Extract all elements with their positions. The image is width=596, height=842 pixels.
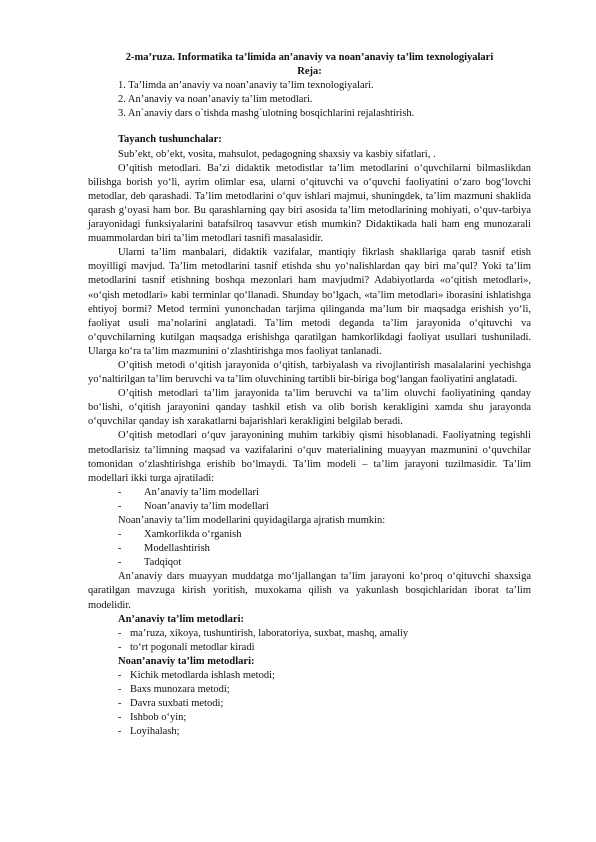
plan-list	[88, 79, 531, 121]
paragraph: O’qitish metodlari o‘quv jarayonining muhim tarkibiy qismi hisoblanadi. Faoliyatning tegishli metodlarisiz ta’limning maqsad va vazifalarini o‘quv materialining muayyan mazmunini o‘quvchilar tomonidan o‘zlashtirishga erishib bo‘lmaydi. Ta’lim modeli – ta’lim jarayoni tuzilmasidir. Ta’lim modellari ikki turga ajratiladi:	[88, 430, 531, 484]
document-page	[88, 51, 531, 740]
list-item: - Loyihalash;	[118, 726, 180, 738]
key-concepts-text: Sub’ekt, ob’ekt, vosita, mahsulot, pedagogning shaxsiy va kasbiy sifatlari, .	[118, 148, 436, 160]
plan-item: 3. An`anaviy dars o`tishda mashg`ulotning bosqichlarini rejalashtirish.	[118, 108, 415, 120]
list-item: - Baxs munozara metodi;	[118, 684, 230, 696]
paragraph: Ularni ta’lim manbalari, didaktik vazifalar, mantiqiy fikrlash shakllariga qarab tasnif etish moyilligi mavjud. Ta’lim metodlarini tasnif etishda shu yo‘nalishlardan qay biri ma’qul? Yoki ta’lim metodlarini tasnif etishning boshqa mezonlari ham mavjudmi? Adabiyotlarda «o‘qitish metodlari», «o‘qish metodlari» kabi terminlar qo‘llanadi. Shunday bo‘lgach, «ta’lim metodlari» iborasini ishlatishga ehtiyoj bormi? Metod termini yunonchadan tarjima qilinganda ma’lum bir maqsadga erishish yo‘li, faoliyat usuli ma’nolarini anglatadi. Ta’lim metodi deganda ta’lim jarayonida o‘qituvchi va o‘quvchilarning kutilgan maqsadga erishishga qaratilgan hamkorlikdagi faoliyat usullari tushuniladi. Ularga ko‘ra ta’lim mazmunini o‘zlashtirishga mos faoliyat tanlanadi.	[88, 247, 531, 357]
list-item: - Kichik metodlarda ishlash metodi;	[118, 670, 275, 682]
list-item: - Ishbob o‘yin;	[118, 712, 187, 724]
paragraph: O’qitish metodlari. Ba’zi didaktik metodistlar ta’lim metodlarini o‘quvchilarni bilmaslikdan bilishga borish yo‘li, ayrim olimlar esa, ularni o‘qituvchi va o‘quvchi faoliyatini o‘zaro bog‘lovchi metodlar, deb qarashadi. Ta’lim metodlarini o‘quv ishlari majmui, shuningdek, ta’lim mazmuni shaklida qarash g‘oyasi ham bor. Bu qarashlarning qay biri asosida ta’lim metodlarining mohiyati, o‘quv-tarbiya jarayonidagi funksiyalarini batafsilroq tasavvur etish mumkin? Didaktikada hali ham eng munozarali muammolardan biri ta’lim metodlari tasnifi masalasidir.	[88, 162, 531, 245]
paragraph: Noan’anaviy ta’lim modellarini quyidagilarga ajratish mumkin:	[118, 515, 386, 526]
plan-heading: Reja:	[297, 66, 322, 78]
section-heading: Noan’anaviy ta’lim metodlari:	[118, 655, 255, 667]
lecture-title: 2-ma’ruza. Informatika ta’limida an’anaviy va noan’anaviy ta’lim texnologiyalari	[125, 52, 494, 63]
list-item: - Xamkorlikda o‘rganish	[118, 529, 242, 541]
list-item: - ma’ruza, xikoya, tushuntirish, laboratoriya, suxbat, mashq, amaliy	[118, 627, 409, 639]
plan-item: 2. An’anaviy va noan’anaviy ta’lim metodlari.	[118, 94, 313, 106]
list-item: - Modellashtirish	[118, 543, 210, 555]
paragraph: O’qitish metodi o‘qitish jarayonida o‘qitish, tarbiyalash va rivojlantirish masalalarini yechishga yo‘naltirilgan ta’lim beruvchi va ta’lim oluvchining tartibli bir-biriga bog‘langan faoliyatini anglatadi.	[88, 359, 531, 386]
plan-item: 1. Ta’limda an’anaviy va noan’anaviy ta’lim texnologiyalari.	[118, 80, 374, 92]
paragraph: O’qitish metodlari ta’lim jarayonida ta’lim beruvchi va ta’lim oluvchi faoliyatining qanday bo‘lishi, o‘qitish jarayonini qanday tashkil etish va olib borish kerakligini xamda shu jarayonda o‘quvchilar qanday ish xarakatlarni bajarishlari kerakligini belgilab beradi.	[88, 388, 531, 428]
list-item: - An’anaviy ta’lim modellari	[118, 486, 259, 498]
paragraph: An’anaviy dars muayyan muddatga mo‘ljallangan ta’lim jarayoni ko‘proq o‘qituvchi shaxsiga qaratilgan mavzuga kirish yoritish, muxokama qilish va yakunlash bosqichlaridan iborat ta’lim modelidir.	[88, 571, 531, 611]
list-item: - Tadqiqot	[118, 557, 182, 569]
section-heading: An’anaviy ta’lim metodlari:	[118, 613, 244, 625]
list-item: - to‘rt pogonali metodlar kiradi	[118, 641, 255, 653]
list-item: - Davra suxbati metodi;	[118, 698, 224, 710]
key-concepts-heading: Tayanch tushunchalar:	[118, 134, 222, 146]
list-item: - Noan’anaviy ta’lim modellari	[118, 500, 269, 512]
